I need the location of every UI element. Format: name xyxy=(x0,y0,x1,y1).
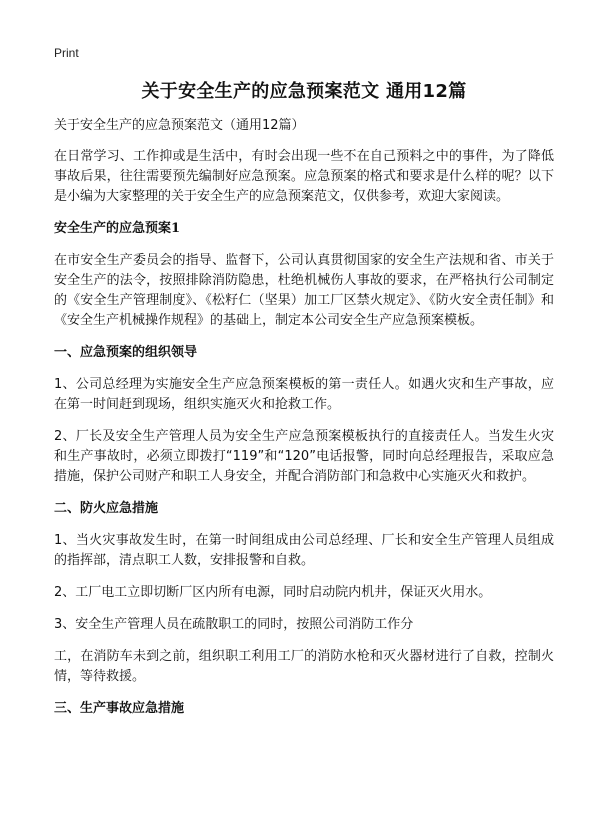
section3-heading: 三、生产事故应急措施 xyxy=(54,701,185,716)
document-subtitle: 关于安全生产的应急预案范文（通用12篇） xyxy=(54,118,305,133)
document-title: 关于安全生产的应急预案范文 通用12篇 xyxy=(141,81,467,102)
section1-item-1: 1、公司总经理为实施安全生产应急预案模板的第一责任人。如遇火灾和生产事故，应在第一时间赶到现场，组织实施灭火和抢救工作。 xyxy=(54,377,554,412)
section2-item-3: 3、安全生产管理人员在疏散职工的同时，按照公司消防工作分 xyxy=(54,617,414,632)
intro-paragraph: 在日常学习、工作抑或是生活中，有时会出现一些不在自己预料之中的事件，为了降低事故后果，往往需要预先编制好应急预案。应急预案的格式和要求是什么样的呢？以下是小编为大家整理的关于安全生产的应急预案范文，仅供参考，欢迎大家阅读。 xyxy=(54,149,554,204)
document-body xyxy=(54,80,554,731)
section2-heading: 二、防火应急措施 xyxy=(54,501,159,516)
section1-heading: 一、应急预案的组织领导 xyxy=(54,345,198,360)
section1-item-2: 2、厂长及安全生产管理人员为安全生产应急预案模板执行的直接责任人。当发生火灾和生产事故时，必须立即拨打“119”和“120”电话报警，同时向总经理报告，采取应急措施，保护公司财产和职工人身安全，并配合消防部门和急救中心实施灭火和救护。 xyxy=(54,429,554,484)
section2-item-2: 2、工厂电工立即切断厂区内所有电源，同时启动院内机井，保证灭火用水。 xyxy=(54,585,492,600)
section2-item-3-continued: 工，在消防车未到之前，组织职工利用工厂的消防水枪和灭火器材进行了自救，控制火情，等待救援。 xyxy=(54,649,554,684)
plan1-paragraph: 在市安全生产委员会的指导、监督下，公司认真贯彻国家的安全生产法规和省、市关于安全生产的法令，按照排除消防隐患，杜绝机械伤人事故的要求，在严格执行公司制定的《安全生产管理制度》、《松籽仁（坚果）加工厂区禁火规定》、《防火安全责任制》和《安全生产机械操作规程》的基础上，制定本公司安全生产应急预案模板。 xyxy=(54,253,554,328)
plan1-heading: 安全生产的应急预案1 xyxy=(54,221,181,236)
print-label: Print xyxy=(54,46,79,60)
section2-item-1: 1、当火灾事故发生时，在第一时间组成由公司总经理、厂长和安全生产管理人员组成的指挥部，清点职工人数，安排报警和自救。 xyxy=(54,533,554,568)
